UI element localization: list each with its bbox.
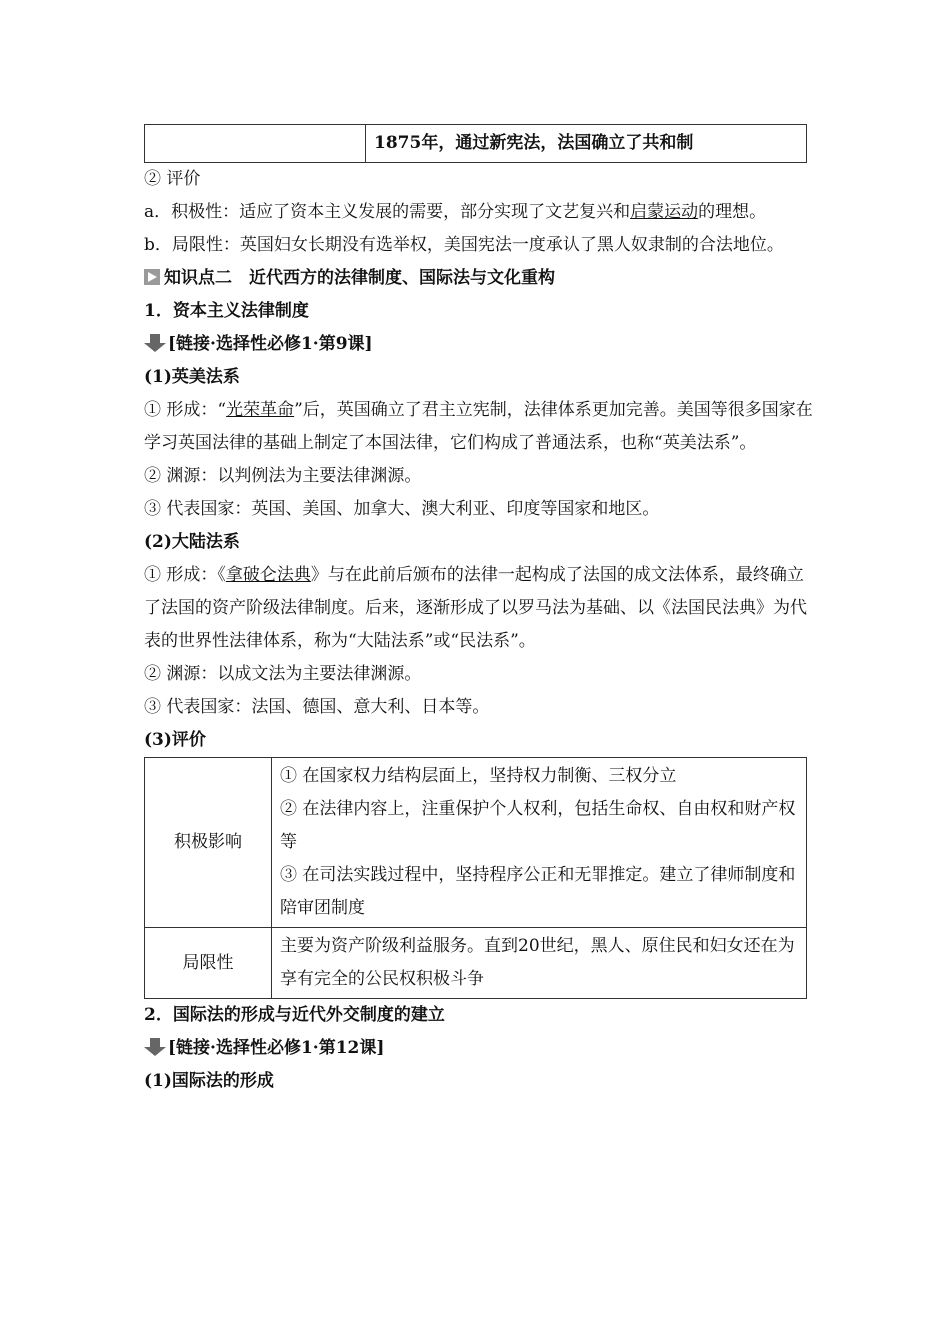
top-table [144, 124, 807, 163]
down-arrow-icon [144, 1038, 166, 1056]
anglo-formation-prefix: ① 形成：“ [144, 400, 227, 420]
down-arrow-icon [144, 334, 166, 352]
limit-label-cell: 局限性 [145, 928, 272, 999]
continental-formation-prefix: ① 形成：《 [144, 565, 226, 585]
link2[interactable] [144, 1032, 814, 1065]
eval-positive-prefix: a．积极性：适应了资本主义发展的需要，部分实现了文艺复兴和 [144, 202, 631, 222]
page-content [144, 124, 814, 1098]
table-row [145, 125, 807, 163]
positive-item: ② 在法律内容上，注重保护个人权利，包括生命权、自由权和财产权等 [280, 799, 796, 852]
continental-formation-suffix: 》与在此前后颁布的法律一起构成了法国的成文法体系，最终确立了法国的资产阶级法律制度。后来，逐渐形成了以罗马法为基础、以《法国民法典》为代表的世界性法律体系，称为“大陆法系”或“民法系”。 [144, 565, 807, 651]
intl-heading: (1)国际法的形成 [144, 1071, 274, 1091]
table-row [145, 758, 807, 928]
napoleonic-code-link[interactable]: 拿破仑法典 [225, 565, 311, 585]
link2-text: [链接·选择性必修1·第12课] [168, 1038, 385, 1058]
limit-text-cell: 主要为资产阶级利益服务。直到20世纪，黑人、原住民和妇女还在为享有完全的公民权积极斗争 [272, 928, 807, 999]
eval-heading: ② 评价 [144, 169, 201, 189]
eval-positive-suffix: 的理想。 [698, 202, 767, 222]
item1-title: 1．资本主义法律制度 [144, 301, 309, 321]
top-table-left-cell [145, 125, 366, 163]
glorious-revolution-link[interactable]: 光荣革命 [226, 400, 295, 420]
link1[interactable] [144, 328, 814, 361]
continental-source: ② 渊源：以成文法为主要法律渊源。 [144, 664, 422, 684]
continental-formation [144, 559, 814, 658]
positive-item: ③ 在司法实践过程中，坚持程序公正和无罪推定。建立了律师制度和陪审团制度 [280, 865, 796, 918]
section2-title-text: 知识点二 近代西方的法律制度、国际法与文化重构 [164, 268, 555, 288]
section2-title [144, 262, 814, 295]
continental-heading: (2)大陆法系 [144, 532, 240, 552]
top-table-right-cell: 1875年，通过新宪法，法国确立了共和制 [366, 125, 807, 163]
link1-text: [链接·选择性必修1·第9课] [168, 334, 373, 354]
play-triangle-icon [144, 269, 160, 285]
item2-title: 2．国际法的形成与近代外交制度的建立 [144, 1005, 445, 1025]
anglo-heading: (1)英美法系 [144, 367, 240, 387]
eval-positive [144, 196, 814, 229]
enlightenment-link[interactable]: 启蒙运动 [630, 202, 699, 222]
positive-items-cell [272, 758, 807, 928]
table-row [145, 928, 807, 999]
anglo-formation [144, 394, 814, 460]
continental-countries: ③ 代表国家：法国、德国、意大利、日本等。 [144, 697, 490, 717]
evaluation-heading: (3)评价 [144, 730, 206, 750]
positive-item: ① 在国家权力结构层面上，坚持权力制衡、三权分立 [280, 766, 677, 786]
evaluation-table [144, 757, 807, 999]
positive-label-cell: 积极影响 [145, 758, 272, 928]
anglo-countries: ③ 代表国家：英国、美国、加拿大、澳大利亚、印度等国家和地区。 [144, 499, 660, 519]
eval-limitation: b．局限性：英国妇女长期没有选举权，美国宪法一度承认了黑人奴隶制的合法地位。 [144, 235, 784, 255]
anglo-formation-suffix: ”后，英国确立了君主立宪制，法律体系更加完善。美国等很多国家在学习英国法律的基础上制定了本国法律，它们构成了普通法系，也称“英美法系”。 [144, 400, 813, 453]
anglo-source: ② 渊源：以判例法为主要法律渊源。 [144, 466, 422, 486]
